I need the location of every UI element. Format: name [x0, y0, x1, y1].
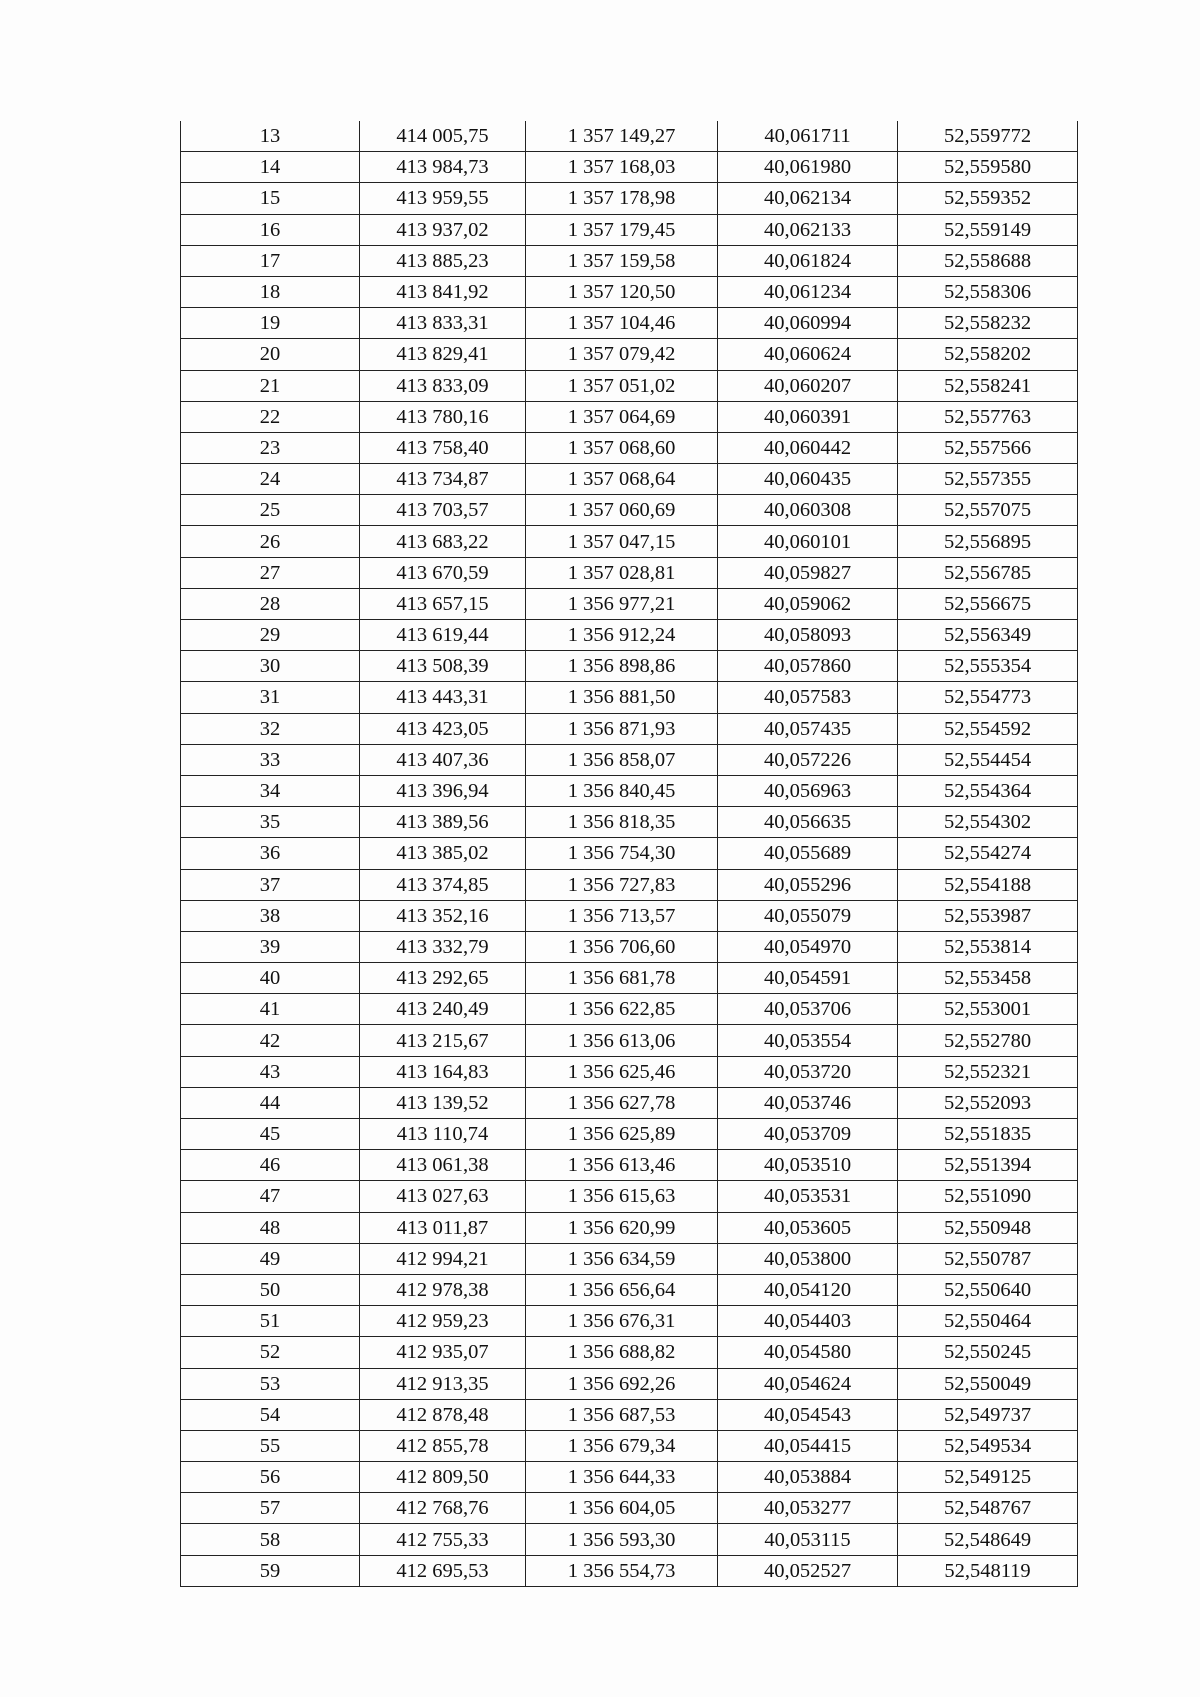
longitude-cell: 52,558688 — [898, 245, 1078, 276]
point-number-cell: 36 — [181, 838, 360, 869]
latitude-cell: 40,053115 — [718, 1524, 898, 1555]
y-coordinate-cell: 1 356 615,63 — [526, 1181, 718, 1212]
longitude-cell: 52,549125 — [898, 1462, 1078, 1493]
latitude-cell: 40,060442 — [718, 432, 898, 463]
longitude-cell: 52,553814 — [898, 931, 1078, 962]
longitude-cell: 52,551835 — [898, 1119, 1078, 1150]
table-row — [181, 1493, 1078, 1524]
latitude-cell: 40,053554 — [718, 1025, 898, 1056]
y-coordinate-cell: 1 357 149,27 — [526, 121, 718, 152]
point-number-cell: 35 — [181, 807, 360, 838]
y-coordinate-cell: 1 356 687,53 — [526, 1399, 718, 1430]
longitude-cell: 52,550049 — [898, 1368, 1078, 1399]
longitude-cell: 52,552321 — [898, 1056, 1078, 1087]
point-number-cell: 46 — [181, 1150, 360, 1181]
table-row — [181, 464, 1078, 495]
longitude-cell: 52,559580 — [898, 152, 1078, 183]
y-coordinate-cell: 1 356 613,46 — [526, 1150, 718, 1181]
x-coordinate-cell: 412 878,48 — [360, 1399, 526, 1430]
point-number-cell: 29 — [181, 620, 360, 651]
x-coordinate-cell: 414 005,75 — [360, 121, 526, 152]
point-number-cell: 40 — [181, 963, 360, 994]
longitude-cell: 52,549534 — [898, 1430, 1078, 1461]
longitude-cell: 52,548119 — [898, 1555, 1078, 1586]
table-row — [181, 495, 1078, 526]
latitude-cell: 40,054543 — [718, 1399, 898, 1430]
longitude-cell: 52,554773 — [898, 682, 1078, 713]
longitude-cell: 52,558232 — [898, 308, 1078, 339]
latitude-cell: 40,052527 — [718, 1555, 898, 1586]
table-row — [181, 370, 1078, 401]
y-coordinate-cell: 1 356 625,89 — [526, 1119, 718, 1150]
y-coordinate-cell: 1 356 554,73 — [526, 1555, 718, 1586]
longitude-cell: 52,551394 — [898, 1150, 1078, 1181]
table-row — [181, 1462, 1078, 1493]
point-number-cell: 28 — [181, 588, 360, 619]
longitude-cell: 52,548649 — [898, 1524, 1078, 1555]
latitude-cell: 40,060391 — [718, 401, 898, 432]
longitude-cell: 52,550640 — [898, 1274, 1078, 1305]
point-number-cell: 32 — [181, 713, 360, 744]
y-coordinate-cell: 1 357 104,46 — [526, 308, 718, 339]
longitude-cell: 52,558241 — [898, 370, 1078, 401]
table-row — [181, 963, 1078, 994]
y-coordinate-cell: 1 357 079,42 — [526, 339, 718, 370]
y-coordinate-cell: 1 356 754,30 — [526, 838, 718, 869]
latitude-cell: 40,054120 — [718, 1274, 898, 1305]
latitude-cell: 40,057583 — [718, 682, 898, 713]
latitude-cell: 40,053277 — [718, 1493, 898, 1524]
x-coordinate-cell: 413 139,52 — [360, 1087, 526, 1118]
x-coordinate-cell: 413 352,16 — [360, 900, 526, 931]
x-coordinate-cell: 413 443,31 — [360, 682, 526, 713]
point-number-cell: 55 — [181, 1430, 360, 1461]
longitude-cell: 52,553987 — [898, 900, 1078, 931]
longitude-cell: 52,557763 — [898, 401, 1078, 432]
x-coordinate-cell: 413 833,31 — [360, 308, 526, 339]
y-coordinate-cell: 1 357 028,81 — [526, 557, 718, 588]
point-number-cell: 33 — [181, 744, 360, 775]
point-number-cell: 45 — [181, 1119, 360, 1150]
latitude-cell: 40,053800 — [718, 1243, 898, 1274]
latitude-cell: 40,054624 — [718, 1368, 898, 1399]
x-coordinate-cell: 413 061,38 — [360, 1150, 526, 1181]
longitude-cell: 52,548767 — [898, 1493, 1078, 1524]
y-coordinate-cell: 1 357 068,64 — [526, 464, 718, 495]
table-row — [181, 557, 1078, 588]
longitude-cell: 52,556349 — [898, 620, 1078, 651]
x-coordinate-cell: 413 215,67 — [360, 1025, 526, 1056]
latitude-cell: 40,053605 — [718, 1212, 898, 1243]
table-row — [181, 1555, 1078, 1586]
longitude-cell: 52,550464 — [898, 1306, 1078, 1337]
table-row — [181, 1337, 1078, 1368]
table-row — [181, 931, 1078, 962]
y-coordinate-cell: 1 356 681,78 — [526, 963, 718, 994]
latitude-cell: 40,054403 — [718, 1306, 898, 1337]
y-coordinate-cell: 1 356 706,60 — [526, 931, 718, 962]
coordinates-table — [180, 121, 1078, 1587]
table-row — [181, 1150, 1078, 1181]
point-number-cell: 15 — [181, 183, 360, 214]
point-number-cell: 26 — [181, 526, 360, 557]
longitude-cell: 52,555354 — [898, 651, 1078, 682]
table-row — [181, 620, 1078, 651]
latitude-cell: 40,056963 — [718, 775, 898, 806]
table-row — [181, 1087, 1078, 1118]
table-row — [181, 152, 1078, 183]
table-row — [181, 1181, 1078, 1212]
x-coordinate-cell: 413 396,94 — [360, 775, 526, 806]
longitude-cell: 52,559149 — [898, 214, 1078, 245]
latitude-cell: 40,055689 — [718, 838, 898, 869]
point-number-cell: 49 — [181, 1243, 360, 1274]
y-coordinate-cell: 1 357 047,15 — [526, 526, 718, 557]
table-row — [181, 1025, 1078, 1056]
x-coordinate-cell: 413 385,02 — [360, 838, 526, 869]
x-coordinate-cell: 412 809,50 — [360, 1462, 526, 1493]
point-number-cell: 56 — [181, 1462, 360, 1493]
x-coordinate-cell: 413 734,87 — [360, 464, 526, 495]
y-coordinate-cell: 1 356 634,59 — [526, 1243, 718, 1274]
x-coordinate-cell: 413 619,44 — [360, 620, 526, 651]
longitude-cell: 52,552093 — [898, 1087, 1078, 1118]
table-row — [181, 526, 1078, 557]
longitude-cell: 52,557355 — [898, 464, 1078, 495]
x-coordinate-cell: 413 829,41 — [360, 339, 526, 370]
point-number-cell: 42 — [181, 1025, 360, 1056]
point-number-cell: 58 — [181, 1524, 360, 1555]
table-row — [181, 682, 1078, 713]
x-coordinate-cell: 412 768,76 — [360, 1493, 526, 1524]
point-number-cell: 48 — [181, 1212, 360, 1243]
point-number-cell: 13 — [181, 121, 360, 152]
y-coordinate-cell: 1 356 622,85 — [526, 994, 718, 1025]
longitude-cell: 52,553458 — [898, 963, 1078, 994]
x-coordinate-cell: 413 389,56 — [360, 807, 526, 838]
latitude-cell: 40,059062 — [718, 588, 898, 619]
y-coordinate-cell: 1 356 625,46 — [526, 1056, 718, 1087]
longitude-cell: 52,556785 — [898, 557, 1078, 588]
x-coordinate-cell: 413 011,87 — [360, 1212, 526, 1243]
point-number-cell: 27 — [181, 557, 360, 588]
point-number-cell: 31 — [181, 682, 360, 713]
latitude-cell: 40,057860 — [718, 651, 898, 682]
latitude-cell: 40,060435 — [718, 464, 898, 495]
point-number-cell: 21 — [181, 370, 360, 401]
x-coordinate-cell: 413 780,16 — [360, 401, 526, 432]
y-coordinate-cell: 1 356 627,78 — [526, 1087, 718, 1118]
point-number-cell: 22 — [181, 401, 360, 432]
table-row — [181, 651, 1078, 682]
table-row — [181, 1212, 1078, 1243]
x-coordinate-cell: 412 855,78 — [360, 1430, 526, 1461]
x-coordinate-cell: 413 937,02 — [360, 214, 526, 245]
latitude-cell: 40,053720 — [718, 1056, 898, 1087]
longitude-cell: 52,554188 — [898, 869, 1078, 900]
x-coordinate-cell: 413 885,23 — [360, 245, 526, 276]
y-coordinate-cell: 1 356 676,31 — [526, 1306, 718, 1337]
y-coordinate-cell: 1 356 898,86 — [526, 651, 718, 682]
x-coordinate-cell: 413 959,55 — [360, 183, 526, 214]
table-row — [181, 214, 1078, 245]
longitude-cell: 52,551090 — [898, 1181, 1078, 1212]
y-coordinate-cell: 1 356 688,82 — [526, 1337, 718, 1368]
latitude-cell: 40,060207 — [718, 370, 898, 401]
y-coordinate-cell: 1 356 644,33 — [526, 1462, 718, 1493]
x-coordinate-cell: 412 695,53 — [360, 1555, 526, 1586]
point-number-cell: 44 — [181, 1087, 360, 1118]
x-coordinate-cell: 413 292,65 — [360, 963, 526, 994]
table-row — [181, 1399, 1078, 1430]
y-coordinate-cell: 1 356 840,45 — [526, 775, 718, 806]
latitude-cell: 40,057226 — [718, 744, 898, 775]
x-coordinate-cell: 413 164,83 — [360, 1056, 526, 1087]
coordinates-table-body — [181, 121, 1078, 1586]
longitude-cell: 52,549737 — [898, 1399, 1078, 1430]
longitude-cell: 52,556675 — [898, 588, 1078, 619]
y-coordinate-cell: 1 357 178,98 — [526, 183, 718, 214]
x-coordinate-cell: 413 240,49 — [360, 994, 526, 1025]
y-coordinate-cell: 1 357 120,50 — [526, 276, 718, 307]
x-coordinate-cell: 413 110,74 — [360, 1119, 526, 1150]
longitude-cell: 52,558202 — [898, 339, 1078, 370]
y-coordinate-cell: 1 356 656,64 — [526, 1274, 718, 1305]
latitude-cell: 40,061980 — [718, 152, 898, 183]
x-coordinate-cell: 412 978,38 — [360, 1274, 526, 1305]
longitude-cell: 52,554592 — [898, 713, 1078, 744]
longitude-cell: 52,559772 — [898, 121, 1078, 152]
table-row — [181, 183, 1078, 214]
table-row — [181, 994, 1078, 1025]
point-number-cell: 30 — [181, 651, 360, 682]
x-coordinate-cell: 412 959,23 — [360, 1306, 526, 1337]
latitude-cell: 40,053706 — [718, 994, 898, 1025]
table-row — [181, 401, 1078, 432]
x-coordinate-cell: 412 913,35 — [360, 1368, 526, 1399]
longitude-cell: 52,550948 — [898, 1212, 1078, 1243]
point-number-cell: 50 — [181, 1274, 360, 1305]
x-coordinate-cell: 413 374,85 — [360, 869, 526, 900]
x-coordinate-cell: 413 508,39 — [360, 651, 526, 682]
latitude-cell: 40,053746 — [718, 1087, 898, 1118]
x-coordinate-cell: 413 703,57 — [360, 495, 526, 526]
point-number-cell: 52 — [181, 1337, 360, 1368]
y-coordinate-cell: 1 357 159,58 — [526, 245, 718, 276]
table-row — [181, 1243, 1078, 1274]
point-number-cell: 25 — [181, 495, 360, 526]
longitude-cell: 52,554454 — [898, 744, 1078, 775]
x-coordinate-cell: 413 984,73 — [360, 152, 526, 183]
latitude-cell: 40,061824 — [718, 245, 898, 276]
x-coordinate-cell: 413 683,22 — [360, 526, 526, 557]
latitude-cell: 40,059827 — [718, 557, 898, 588]
x-coordinate-cell: 413 670,59 — [360, 557, 526, 588]
x-coordinate-cell: 413 833,09 — [360, 370, 526, 401]
table-row — [181, 1430, 1078, 1461]
table-row — [181, 1306, 1078, 1337]
point-number-cell: 51 — [181, 1306, 360, 1337]
longitude-cell: 52,557566 — [898, 432, 1078, 463]
longitude-cell: 52,550245 — [898, 1337, 1078, 1368]
y-coordinate-cell: 1 356 871,93 — [526, 713, 718, 744]
point-number-cell: 24 — [181, 464, 360, 495]
table-row — [181, 432, 1078, 463]
y-coordinate-cell: 1 356 620,99 — [526, 1212, 718, 1243]
y-coordinate-cell: 1 357 051,02 — [526, 370, 718, 401]
table-row — [181, 900, 1078, 931]
table-row — [181, 807, 1078, 838]
latitude-cell: 40,061711 — [718, 121, 898, 152]
table-row — [181, 339, 1078, 370]
y-coordinate-cell: 1 356 977,21 — [526, 588, 718, 619]
y-coordinate-cell: 1 356 679,34 — [526, 1430, 718, 1461]
table-row — [181, 838, 1078, 869]
table-row — [181, 121, 1078, 152]
latitude-cell: 40,061234 — [718, 276, 898, 307]
point-number-cell: 17 — [181, 245, 360, 276]
point-number-cell: 47 — [181, 1181, 360, 1212]
y-coordinate-cell: 1 356 881,50 — [526, 682, 718, 713]
y-coordinate-cell: 1 356 713,57 — [526, 900, 718, 931]
y-coordinate-cell: 1 356 593,30 — [526, 1524, 718, 1555]
longitude-cell: 52,554302 — [898, 807, 1078, 838]
x-coordinate-cell: 413 407,36 — [360, 744, 526, 775]
x-coordinate-cell: 412 935,07 — [360, 1337, 526, 1368]
latitude-cell: 40,060101 — [718, 526, 898, 557]
longitude-cell: 52,554364 — [898, 775, 1078, 806]
point-number-cell: 54 — [181, 1399, 360, 1430]
y-coordinate-cell: 1 357 179,45 — [526, 214, 718, 245]
point-number-cell: 20 — [181, 339, 360, 370]
point-number-cell: 34 — [181, 775, 360, 806]
table-row — [181, 1368, 1078, 1399]
latitude-cell: 40,054415 — [718, 1430, 898, 1461]
latitude-cell: 40,055079 — [718, 900, 898, 931]
y-coordinate-cell: 1 356 818,35 — [526, 807, 718, 838]
y-coordinate-cell: 1 357 064,69 — [526, 401, 718, 432]
table-row — [181, 308, 1078, 339]
longitude-cell: 52,550787 — [898, 1243, 1078, 1274]
table-row — [181, 245, 1078, 276]
latitude-cell: 40,057435 — [718, 713, 898, 744]
latitude-cell: 40,053510 — [718, 1150, 898, 1181]
longitude-cell: 52,559352 — [898, 183, 1078, 214]
point-number-cell: 38 — [181, 900, 360, 931]
y-coordinate-cell: 1 356 912,24 — [526, 620, 718, 651]
longitude-cell: 52,553001 — [898, 994, 1078, 1025]
x-coordinate-cell: 413 027,63 — [360, 1181, 526, 1212]
point-number-cell: 53 — [181, 1368, 360, 1399]
point-number-cell: 43 — [181, 1056, 360, 1087]
longitude-cell: 52,557075 — [898, 495, 1078, 526]
latitude-cell: 40,058093 — [718, 620, 898, 651]
latitude-cell: 40,054591 — [718, 963, 898, 994]
x-coordinate-cell: 412 994,21 — [360, 1243, 526, 1274]
longitude-cell: 52,558306 — [898, 276, 1078, 307]
latitude-cell: 40,062134 — [718, 183, 898, 214]
table-row — [181, 713, 1078, 744]
point-number-cell: 19 — [181, 308, 360, 339]
x-coordinate-cell: 412 755,33 — [360, 1524, 526, 1555]
table-row — [181, 276, 1078, 307]
table-row — [181, 1056, 1078, 1087]
point-number-cell: 16 — [181, 214, 360, 245]
point-number-cell: 41 — [181, 994, 360, 1025]
latitude-cell: 40,060994 — [718, 308, 898, 339]
table-row — [181, 775, 1078, 806]
point-number-cell: 18 — [181, 276, 360, 307]
y-coordinate-cell: 1 357 068,60 — [526, 432, 718, 463]
latitude-cell: 40,053884 — [718, 1462, 898, 1493]
latitude-cell: 40,053531 — [718, 1181, 898, 1212]
latitude-cell: 40,060308 — [718, 495, 898, 526]
point-number-cell: 39 — [181, 931, 360, 962]
y-coordinate-cell: 1 357 168,03 — [526, 152, 718, 183]
x-coordinate-cell: 413 657,15 — [360, 588, 526, 619]
y-coordinate-cell: 1 356 613,06 — [526, 1025, 718, 1056]
longitude-cell: 52,552780 — [898, 1025, 1078, 1056]
table-row — [181, 869, 1078, 900]
y-coordinate-cell: 1 356 858,07 — [526, 744, 718, 775]
x-coordinate-cell: 413 758,40 — [360, 432, 526, 463]
latitude-cell: 40,055296 — [718, 869, 898, 900]
x-coordinate-cell: 413 841,92 — [360, 276, 526, 307]
point-number-cell: 59 — [181, 1555, 360, 1586]
point-number-cell: 57 — [181, 1493, 360, 1524]
y-coordinate-cell: 1 357 060,69 — [526, 495, 718, 526]
y-coordinate-cell: 1 356 692,26 — [526, 1368, 718, 1399]
latitude-cell: 40,053709 — [718, 1119, 898, 1150]
latitude-cell: 40,062133 — [718, 214, 898, 245]
table-row — [181, 744, 1078, 775]
latitude-cell: 40,056635 — [718, 807, 898, 838]
latitude-cell: 40,054970 — [718, 931, 898, 962]
table-row — [181, 1524, 1078, 1555]
latitude-cell: 40,060624 — [718, 339, 898, 370]
table-row — [181, 1119, 1078, 1150]
y-coordinate-cell: 1 356 727,83 — [526, 869, 718, 900]
point-number-cell: 23 — [181, 432, 360, 463]
longitude-cell: 52,556895 — [898, 526, 1078, 557]
latitude-cell: 40,054580 — [718, 1337, 898, 1368]
table-row — [181, 588, 1078, 619]
y-coordinate-cell: 1 356 604,05 — [526, 1493, 718, 1524]
point-number-cell: 14 — [181, 152, 360, 183]
x-coordinate-cell: 413 332,79 — [360, 931, 526, 962]
x-coordinate-cell: 413 423,05 — [360, 713, 526, 744]
table-row — [181, 1274, 1078, 1305]
point-number-cell: 37 — [181, 869, 360, 900]
longitude-cell: 52,554274 — [898, 838, 1078, 869]
